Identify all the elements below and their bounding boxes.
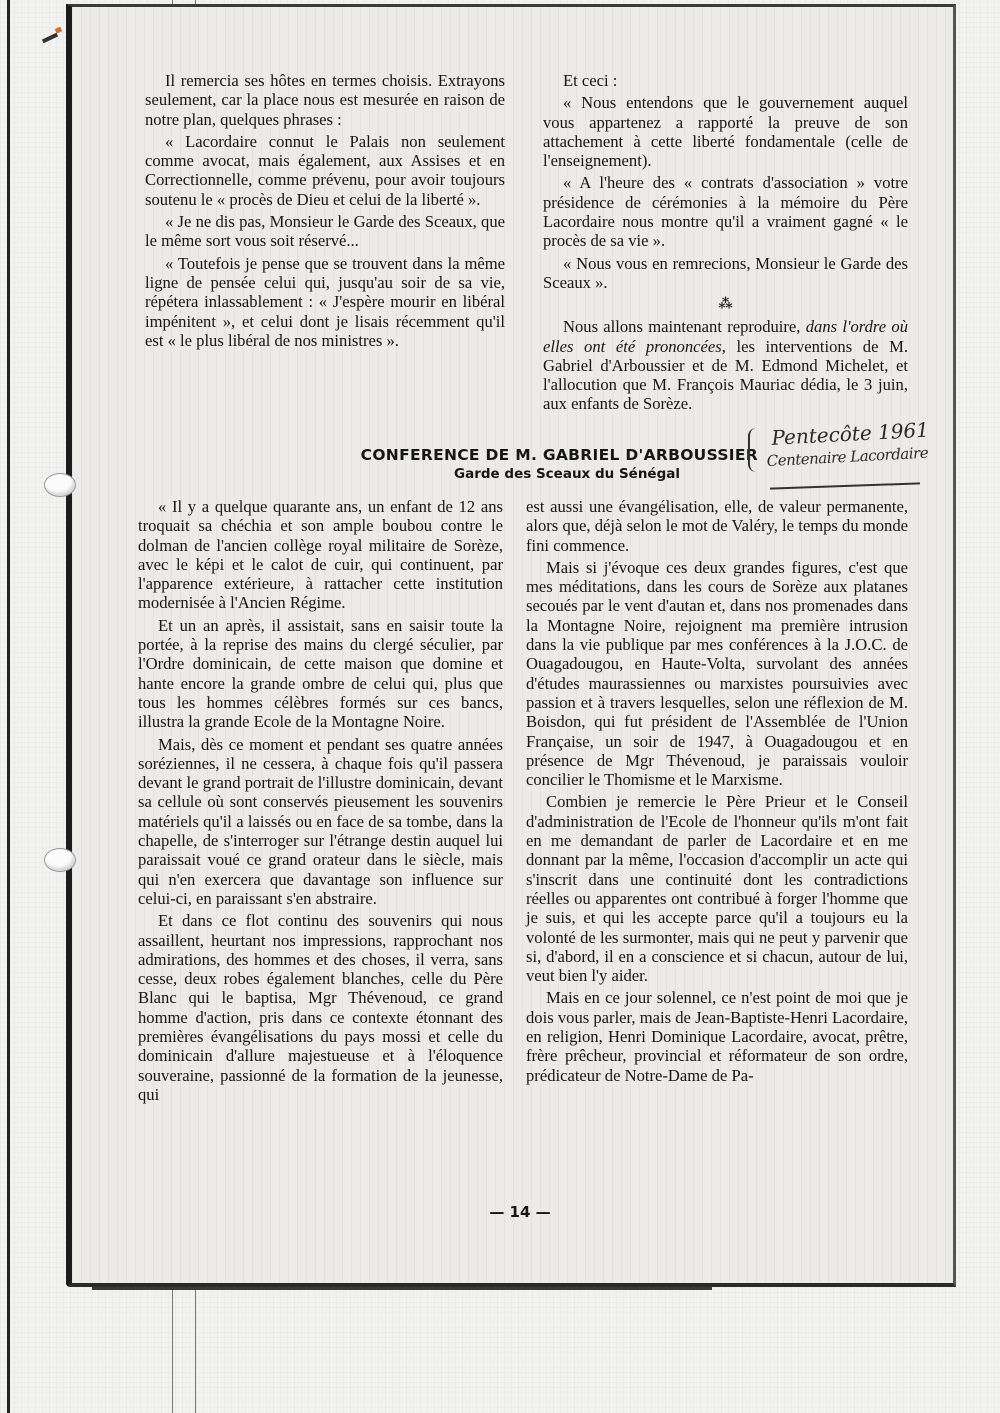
heading-title: CONFERENCE DE M. GABRIEL D'ARBOUSSIER	[360, 446, 758, 464]
paragraph: Mais, dès ce moment et pendant ses quatre années soréziennes, il ne cessera, à chaque fois qu'il passera devant le grand portrait de l'illustre dominicain, devant sa cellule où sont conservés pieusement les souvenirs matériels qu'il a laissés ou en face de sa tombe, dans la chapelle, de s'interroger sur l'étrange destin auquel lui paraissait voué ce grand orateur dans le siècle, mais qui n'en exercera que davantage son influence sur celui-ci, en paraissant s'en abstraire.	[138, 734, 503, 908]
paragraph: est aussi une évangélisation, elle, de valeur permanente, alors que, déjà selon le mot de Valéry, le temps du monde fini commence.	[526, 497, 908, 555]
handwritten-brace	[748, 428, 760, 472]
binding-hole-bottom	[44, 848, 76, 872]
binding-hole-top	[44, 473, 76, 497]
paragraph: Et un an après, il assistait, sans en saisir toute la portée, à la reprise des mains du clergé séculier, par l'Ordre dominicain, de cette maison que domine et hante encore la grande ombre de celui qui, plus que tous les hommes célèbres formés sur ces bancs, illustra la grande Ecole de la Montagne Noire.	[138, 615, 503, 732]
column-bottom-right	[526, 497, 908, 1088]
handwritten-line: Centenaire Lacordaire	[766, 443, 929, 471]
paragraph: Mais si j'évoque ces deux grandes figures, c'est que mes méditations, dans les cours de Sorèze aux platanes secoués par le vent d'autan et, dans nos promenades dans la Montagne Noire, rejoignent ma première intrusion dans la vie publique par mes conférences à la J.O.C. de Ouagadougou, en Haute-Volta, survolant des années d'études maurassiennes ou marxistes poursuivies avec passion et à travers lesquelles, selon une réflexion de M. Boisdon, qui fut président de l'Assemblée de l'Union Française, un soir de 1947, à Ouagadougou et en présence de Mgr Thévenoud, je paraissais vouloir concilier le Thomisme et le Marxisme.	[526, 557, 908, 790]
paragraph: « Il y a quelque quarante ans, un enfant de 12 ans troquait sa chéchia et son ample boubou contre le dolman de l'ancien collège royal militaire de Sorèze, avec le képi et le calot de cuir, qui continuent, par l'apparence extérieure, à rattacher cette institution modernisée à l'Ancien Régime.	[138, 497, 503, 613]
page-edge-shadow	[92, 1287, 712, 1290]
column-top-right	[543, 71, 908, 417]
paragraph: Et dans ce flot continu des souvenirs qui nous assaillent, heurtant nos impressions, rapprochant nos admirations, des hommes et des choses, il verra, sans cesse, deux robes également blanches, celle du Père Blanc qui le baptisa, Mgr Thévenoud, ce grand homme d'action, pris dans ce contexte étonnant des premières évangélisations du pays mossi et celle du dominicain d'allure majestueuse et à l'éloquence souveraine, passionné de la formation de la jeunesse, qui	[138, 911, 503, 1104]
handwritten-line: Pentecôte 1961	[770, 417, 930, 450]
scan-edge-left	[7, 0, 10, 1413]
handwritten-annotation	[759, 418, 931, 473]
paragraph: « Je ne dis pas, Monsieur le Garde des Sceaux, que le même sort vous soit réservé...	[145, 212, 505, 251]
intro-paragraph	[543, 317, 908, 413]
paragraph: Et ceci :	[563, 71, 618, 90]
paragraph: « Toutefois je pense que se trouvent dans la même ligne de pensée celui qui, jusqu'au soir de sa vie, répétera inlassablement : « J'espère mourir en libéral impénitent », et celui dont je lisais récemment qu'il est « le plus libéral de nos ministres ».	[145, 253, 505, 350]
paragraph: « Nous entendons que le gouvernement auquel vous appartenez a rapporté la preuve de son attachement à cette liberté fondamentale (celle de l'enseignement).	[543, 93, 908, 171]
paragraph: « Nous vous en remrecions, Monsieur le Garde des Sceaux ».	[543, 253, 908, 292]
heading-subtitle: Garde des Sceaux du Sénégal	[454, 466, 680, 482]
page-number: — 14 —	[489, 1203, 551, 1221]
section-break-asterism: ⁂	[718, 297, 733, 313]
section-heading	[300, 445, 760, 483]
column-top-left	[145, 71, 505, 353]
paragraph: « Lacordaire connut le Palais non seulement comme avocat, mais également, aux Assises et en Correctionnelle, comme prévenu, pour avoir toujours soutenu le « procès de Dieu et celui de la liberté ».	[145, 131, 505, 209]
intro-italic-text: dans l'ordre où elles ont été prononcées	[543, 317, 908, 356]
paragraph: Combien je remercie le Père Prieur et le Conseil d'administration de l'Ecole de l'honneur qu'ils m'ont fait en me demandant de parler de Lacordaire et en me donnant par la même, l'occasion d'accomplir un acte qui s'inscrit dans une continuité dont les contradictions réelles ou apparentes ont contribué à forger l'homme que je suis, et qui les accepte parce qu'il a toujours eu la volonté de les surmonter, mais qui ne peut y parvenir que si, d'abord, il en a conscience et si chacun, autour de lui, veut bien l'y aider.	[526, 792, 908, 986]
intro-text: Nous allons maintenant reproduire,	[563, 317, 806, 337]
paragraph: « A l'heure des « contrats d'association » votre présidence de cérémonies à la mémoire du Père Lacordaire nous montre qu'il a vraiment gagné « le procès de sa vie ».	[543, 173, 908, 251]
intro-text: , les interventions de M. Gabriel d'Arboussier et de M. Edmond Michelet, et l'allocution que M. François Mauriac dédia, le 3 juin, aux enfants de Sorèze.	[543, 336, 908, 414]
paragraph: Mais en ce jour solennel, ce n'est point de moi que je dois vous parler, mais de Jean-Baptiste-Henri Lacordaire, en religion, Henri Dominique Lacordaire, avocat, prêtre, frère prêcheur, provincial et réformateur de son ordre, prédicateur de Notre-Dame de Pa-	[526, 988, 908, 1085]
paragraph: Il remercia ses hôtes en termes choisis. Extrayons seulement, car la place nous est mesurée en raison de notre plan, quelques phrases :	[145, 71, 505, 129]
column-bottom-left	[138, 497, 503, 1107]
